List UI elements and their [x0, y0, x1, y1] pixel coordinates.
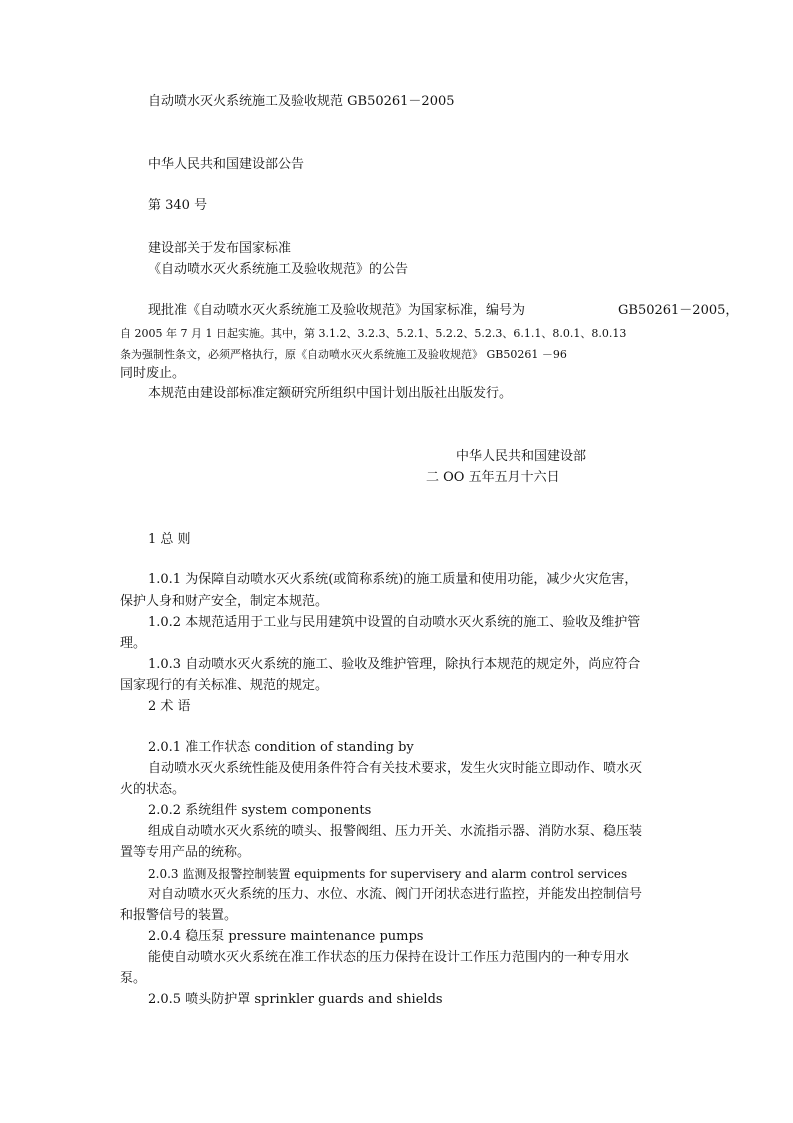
notice-body-line-1: 现批准《自动喷水灭火系统施工及验收规范》为国家标准，编号为	[148, 303, 526, 318]
term-2-0-2-line-2: 置等专用产品的统称。	[120, 845, 251, 860]
notice-title-line-2: 《自动喷水灭火系统施工及验收规范》的公告	[148, 262, 409, 277]
term-2-0-2-heading: 2.0.2 系统组件 system components	[148, 803, 372, 818]
clause-1-0-3-line-1: 1.0.3 自动喷水灭火系统的施工、验收及维护管理，除执行本规范的规定外，尚应符合	[148, 657, 641, 672]
signature-date: 二 OO 五年五月十六日	[426, 470, 560, 485]
notice-body-line-3: 条为强制性条文，必须严格执行，原《自动喷水灭火系统施工及验收规范》 GB50261 －96	[120, 348, 567, 361]
notice-body-standard-code: GB50261－2005，	[618, 303, 739, 318]
chapter-2-heading: 2 术 语	[148, 699, 191, 714]
term-2-0-3-line-1: 对自动喷水灭火系统的压力、水位、水流、阀门开闭状态进行监控，并能发出控制信号	[148, 887, 643, 902]
term-2-0-4-heading: 2.0.4 稳压泵 pressure maintenance pumps	[148, 929, 424, 944]
chapter-1-heading: 1 总 则	[148, 532, 191, 547]
term-2-0-5-heading: 2.0.5 喷头防护罩 sprinkler guards and shields	[148, 992, 443, 1007]
notice-title-line-1: 建设部关于发布国家标准	[148, 241, 292, 256]
clause-1-0-2-line-1: 1.0.2 本规范适用于工业与民用建筑中设置的自动喷水灭火系统的施工、验收及维护管	[148, 615, 641, 630]
signature-organization: 中华人民共和国建设部	[456, 449, 587, 464]
term-2-0-1-line-1: 自动喷水灭火系统性能及使用条件符合有关技术要求，发生火灾时能立即动作、喷水灭	[148, 761, 643, 776]
clause-1-0-1-line-1: 1.0.1 为保障自动喷水灭火系统(或简称系统)的施工质量和使用功能，减少火灾危害，	[148, 572, 638, 587]
term-2-0-4-line-1: 能使自动喷水灭火系统在准工作状态的压力保持在设计工作压力范围内的一种专用水	[148, 950, 630, 965]
term-2-0-1-line-2: 火的状态。	[120, 782, 186, 797]
clause-1-0-1-line-2: 保护人身和财产安全，制定本规范。	[120, 594, 329, 609]
document-title: 自动喷水灭火系统施工及验收规范 GB50261－2005	[148, 94, 455, 109]
issuer-heading: 中华人民共和国建设部公告	[148, 157, 305, 172]
clause-1-0-2-line-2: 理。	[120, 636, 147, 651]
term-2-0-1-heading: 2.0.1 准工作状态 condition of standing by	[148, 740, 414, 755]
notice-body-line-2: 自 2005 年 7 月 1 日起实施。其中，第 3.1.2、3.2.3、5.2.1、5.2.2、5.2.3、6.1.1、8.0.1、8.0.13	[120, 327, 627, 340]
notice-body-line-4: 同时废止。	[120, 366, 186, 381]
notice-body-line-5: 本规范由建设部标准定额研究所组织中国计划出版社出版发行。	[148, 386, 513, 401]
clause-1-0-3-line-2: 国家现行的有关标准、规范的规定。	[120, 678, 329, 693]
term-2-0-3-line-2: 和报警信号的装置。	[120, 908, 238, 923]
term-2-0-3-heading: 2.0.3 监测及报警控制装置 equipments for supervisery and alarm control services	[148, 867, 628, 881]
term-2-0-2-line-1: 组成自动喷水灭火系统的喷头、报警阀组、压力开关、水流指示器、消防水泵、稳压装	[148, 824, 643, 839]
notice-number: 第 340 号	[148, 198, 208, 213]
term-2-0-4-line-2: 泵。	[120, 971, 147, 986]
